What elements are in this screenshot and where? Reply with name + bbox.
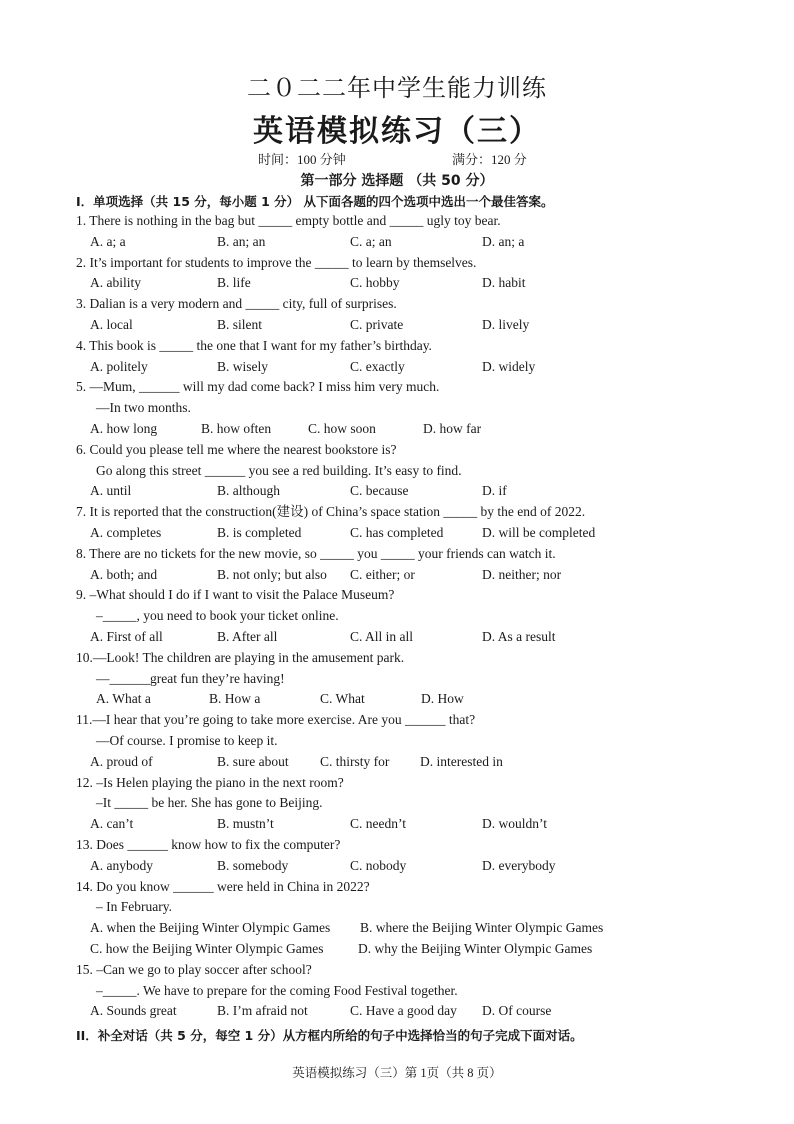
answer-option: C. What (320, 691, 365, 707)
answer-option: B. is completed (217, 525, 302, 540)
answer-option: D. an; a (482, 233, 525, 249)
answer-option: C. how soon (308, 421, 376, 436)
section-2-heading: II．补全对话（共 5 分，每空 1 分）从方框内所给的句子中选择恰当的句子完成下面对话。 (76, 1028, 583, 1043)
answer-option: A. ability (90, 275, 141, 291)
answer-option: A. local (90, 317, 133, 332)
question-response-line: Go along this street ______ you see a red building. It’s easy to find. (96, 462, 462, 478)
question-response-line: –_____. We have to prepare for the coming Food Festival together. (96, 982, 458, 998)
question-stem: 10.—Look! The children are playing in the amusement park. (76, 649, 405, 665)
answer-option: B. After all (217, 629, 278, 644)
exam-time: 时间：100 分钟 (258, 152, 346, 167)
answer-option: B. although (217, 483, 280, 499)
question-stem: 15. –Can we go to play soccer after school? (76, 961, 312, 977)
exam-score: 满分：120 分 (452, 152, 527, 167)
answer-option: D. if (482, 483, 507, 499)
answer-option: B. sure about (217, 753, 289, 769)
answer-option: A. can’t (90, 816, 134, 832)
answer-option: C. Have a good day (350, 1003, 457, 1019)
answer-option: A. completes (90, 525, 162, 540)
answer-option: D. neither; nor (482, 566, 562, 582)
answer-option: C. a; an (350, 233, 392, 249)
question-stem: 2. It’s important for students to improve the _____ to learn by themselves. (76, 254, 477, 270)
answer-option: B. How a (209, 691, 261, 707)
answer-option: D. How (421, 691, 464, 707)
answer-option: D. widely (482, 358, 536, 374)
question-stem: 9. –What should I do if I want to visit the Palace Museum? (76, 587, 395, 603)
question-stem: 5. —Mum, ______ will my dad come back? I miss him very much. (76, 379, 440, 395)
answer-option: B. an; an (217, 233, 266, 249)
question-stem: 1. There is nothing in the bag but _____ empty bottle and _____ ugly toy bear. (76, 213, 501, 228)
question-stem: 14. Do you know ______ were held in China in 2022? (76, 878, 370, 894)
answer-option: C. nobody (350, 857, 407, 873)
answer-option: B. not only; but also (217, 566, 327, 582)
answer-option: A. a; a (90, 233, 126, 249)
answer-option: A. proud of (90, 753, 153, 769)
page-footer: 英语模拟练习（三）第 1页（共 8 页） (292, 1066, 502, 1080)
answer-option: B. life (217, 275, 251, 291)
answer-option: D. will be completed (482, 525, 596, 540)
answer-option: A. both; and (90, 566, 158, 582)
question-stem: 3. Dalian is a very modern and _____ city, full of surprises. (76, 296, 397, 312)
answer-option: D. As a result (482, 629, 556, 644)
answer-option: C. All in all (350, 629, 414, 644)
answer-option: C. needn’t (350, 816, 406, 832)
question-response-line: —Of course. I promise to keep it. (96, 733, 278, 748)
answer-option: B. wisely (217, 358, 269, 374)
question-response-line: —In two months. (96, 400, 191, 416)
question-stem: 11.—I hear that you’re going to take more exercise. Are you ______ that? (76, 712, 476, 728)
answer-option: D. habit (482, 275, 526, 291)
answer-option: C. private (350, 317, 404, 332)
answer-option: A. politely (90, 358, 148, 374)
answer-option: B. silent (217, 317, 263, 332)
question-response-line: –It _____ be her. She has gone to Beijing. (96, 795, 323, 811)
answer-option: A. What a (96, 691, 151, 707)
question-stem: 13. Does ______ know how to fix the computer? (76, 837, 341, 852)
question-stem: 4. This book is _____ the one that I want for my father’s birthday. (76, 337, 432, 353)
answer-option: D. lively (482, 317, 530, 332)
answer-option: C. hobby (350, 275, 400, 291)
page-title: 二０二二年中学生能力训练 (247, 74, 547, 102)
question-response-line: –_____, you need to book your ticket online. (96, 608, 339, 624)
answer-option: C. how the Beijing Winter Olympic Games (90, 941, 324, 956)
answer-option: C. thirsty for (320, 753, 390, 769)
answer-option: B. I’m afraid not (217, 1003, 308, 1019)
answer-option: A. how long (90, 421, 158, 436)
answer-option: D. wouldn’t (482, 816, 548, 832)
answer-option: A. First of all (90, 629, 163, 644)
question-response-line: – In February. (96, 899, 172, 915)
question-stem: 8. There are no tickets for the new movie, so _____ you _____ your friends can watch it. (76, 545, 556, 561)
question-stem: 6. Could you please tell me where the nearest bookstore is? (76, 441, 397, 457)
answer-option: B. mustn’t (217, 816, 274, 832)
answer-option: A. until (90, 483, 132, 499)
answer-option: C. exactly (350, 358, 405, 374)
answer-option: D. why the Beijing Winter Olympic Games (358, 941, 593, 956)
answer-option: C. because (350, 483, 409, 499)
answer-option: A. Sounds great (90, 1003, 177, 1019)
question-response-line: —______great fun they’re having! (96, 670, 285, 686)
answer-option: B. where the Beijing Winter Olympic Games (360, 920, 604, 936)
question-stem: 12. –Is Helen playing the piano in the next room? (76, 774, 344, 790)
answer-option: D. interested in (420, 753, 503, 769)
answer-option: B. how often (201, 421, 272, 436)
answer-option: C. has completed (350, 525, 444, 540)
answer-option: B. somebody (217, 857, 289, 873)
question-stem: 7. It is reported that the construction(建设) of China’s space station _____ by the end of 2022. (76, 504, 586, 520)
answer-option: A. when the Beijing Winter Olympic Games (90, 920, 331, 936)
answer-option: D. everybody (482, 857, 556, 873)
answer-option: D. how far (423, 421, 482, 436)
answer-option: D. Of course (482, 1003, 552, 1019)
exam-title: 英语模拟练习（三） (253, 114, 541, 149)
part-heading: 第一部分 选择题 （共 50 分） (300, 173, 494, 189)
answer-option: C. either; or (350, 566, 415, 582)
answer-option: A. anybody (90, 857, 153, 873)
section-1-heading: I．单项选择（共 15 分，每小题 1 分） 从下面各题的四个选项中选出一个最佳答案。 (76, 194, 554, 209)
